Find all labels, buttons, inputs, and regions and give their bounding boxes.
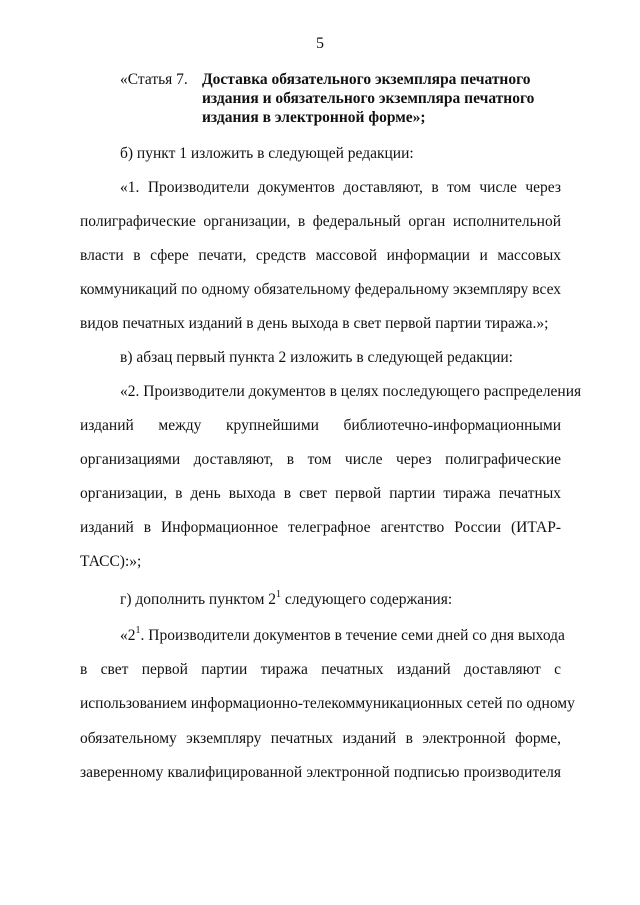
article-label: «Статья 7. <box>120 71 188 88</box>
paragraph-1-line: коммуникаций по одному обязательному федеральному экземпляру всех <box>80 281 561 298</box>
article-title-line: издания в электронной форме»; <box>202 109 426 126</box>
article-title-line: Доставка обязательного экземпляра печатного <box>202 71 531 88</box>
paragraph-2-line: изданий между крупнейшими библиотечно-информационными <box>80 417 561 434</box>
paragraph-2-1-line: заверенному квалифицированной электронной подписью производителя <box>80 764 561 781</box>
paragraph-2-1-text: . Производители документов в течение семи дней со дня выхода <box>140 627 565 644</box>
paragraph-2-1-line: обязательному экземпляру печатных изданий в электронной форме, <box>80 730 561 747</box>
paragraph-2-line: организациями доставляют, в том числе через полиграфические <box>80 451 561 468</box>
paragraph-2-1-line: в свет первой партии тиража печатных изданий доставляют с <box>80 661 561 678</box>
paragraph-2-1-line <box>120 626 565 646</box>
paragraph-2-1-line: использованием информационно-телекоммуникационных сетей по одному <box>80 695 575 712</box>
paragraph-2-line: изданий в Информационное телеграфное агентство России (ИТАР- <box>80 519 561 536</box>
superscript: 1 <box>135 624 141 636</box>
paragraph-1-line: власти в сфере печати, средств массовой информации и массовых <box>80 247 561 264</box>
superscript: 1 <box>276 588 282 600</box>
paragraph-1-line: «1. Производители документов доставляют, в том числе через <box>120 179 561 196</box>
article-title-line: издания и обязательного экземпляра печатного <box>202 90 535 107</box>
paragraph-1-line: видов печатных изданий в день выхода в свет первой партии тиража.»; <box>80 315 549 332</box>
paragraph-2-line: ТАСС):»; <box>80 553 142 570</box>
amendment-g-intro <box>120 590 452 610</box>
page-number: 5 <box>316 35 324 52</box>
article-heading <box>120 70 570 127</box>
amendment-g-intro-text: следующего содержания: <box>281 591 453 608</box>
article-title <box>202 70 534 127</box>
amendment-g-intro-text: г) дополнить пунктом 2 <box>120 591 277 608</box>
amendment-b-intro: б) пункт 1 изложить в следующей редакции: <box>120 145 414 162</box>
paragraph-2-1-text: «2 <box>120 627 136 644</box>
paragraph-2-line: организации, в день выхода в свет первой партии тиража печатных <box>80 485 561 502</box>
paragraph-2-line: «2. Производители документов в целях последующего распределения <box>120 383 582 400</box>
paragraph-1-line: полиграфические организации, в федеральный орган исполнительной <box>80 213 561 230</box>
amendment-v-intro: в) абзац первый пункта 2 изложить в следующей редакции: <box>120 349 513 366</box>
